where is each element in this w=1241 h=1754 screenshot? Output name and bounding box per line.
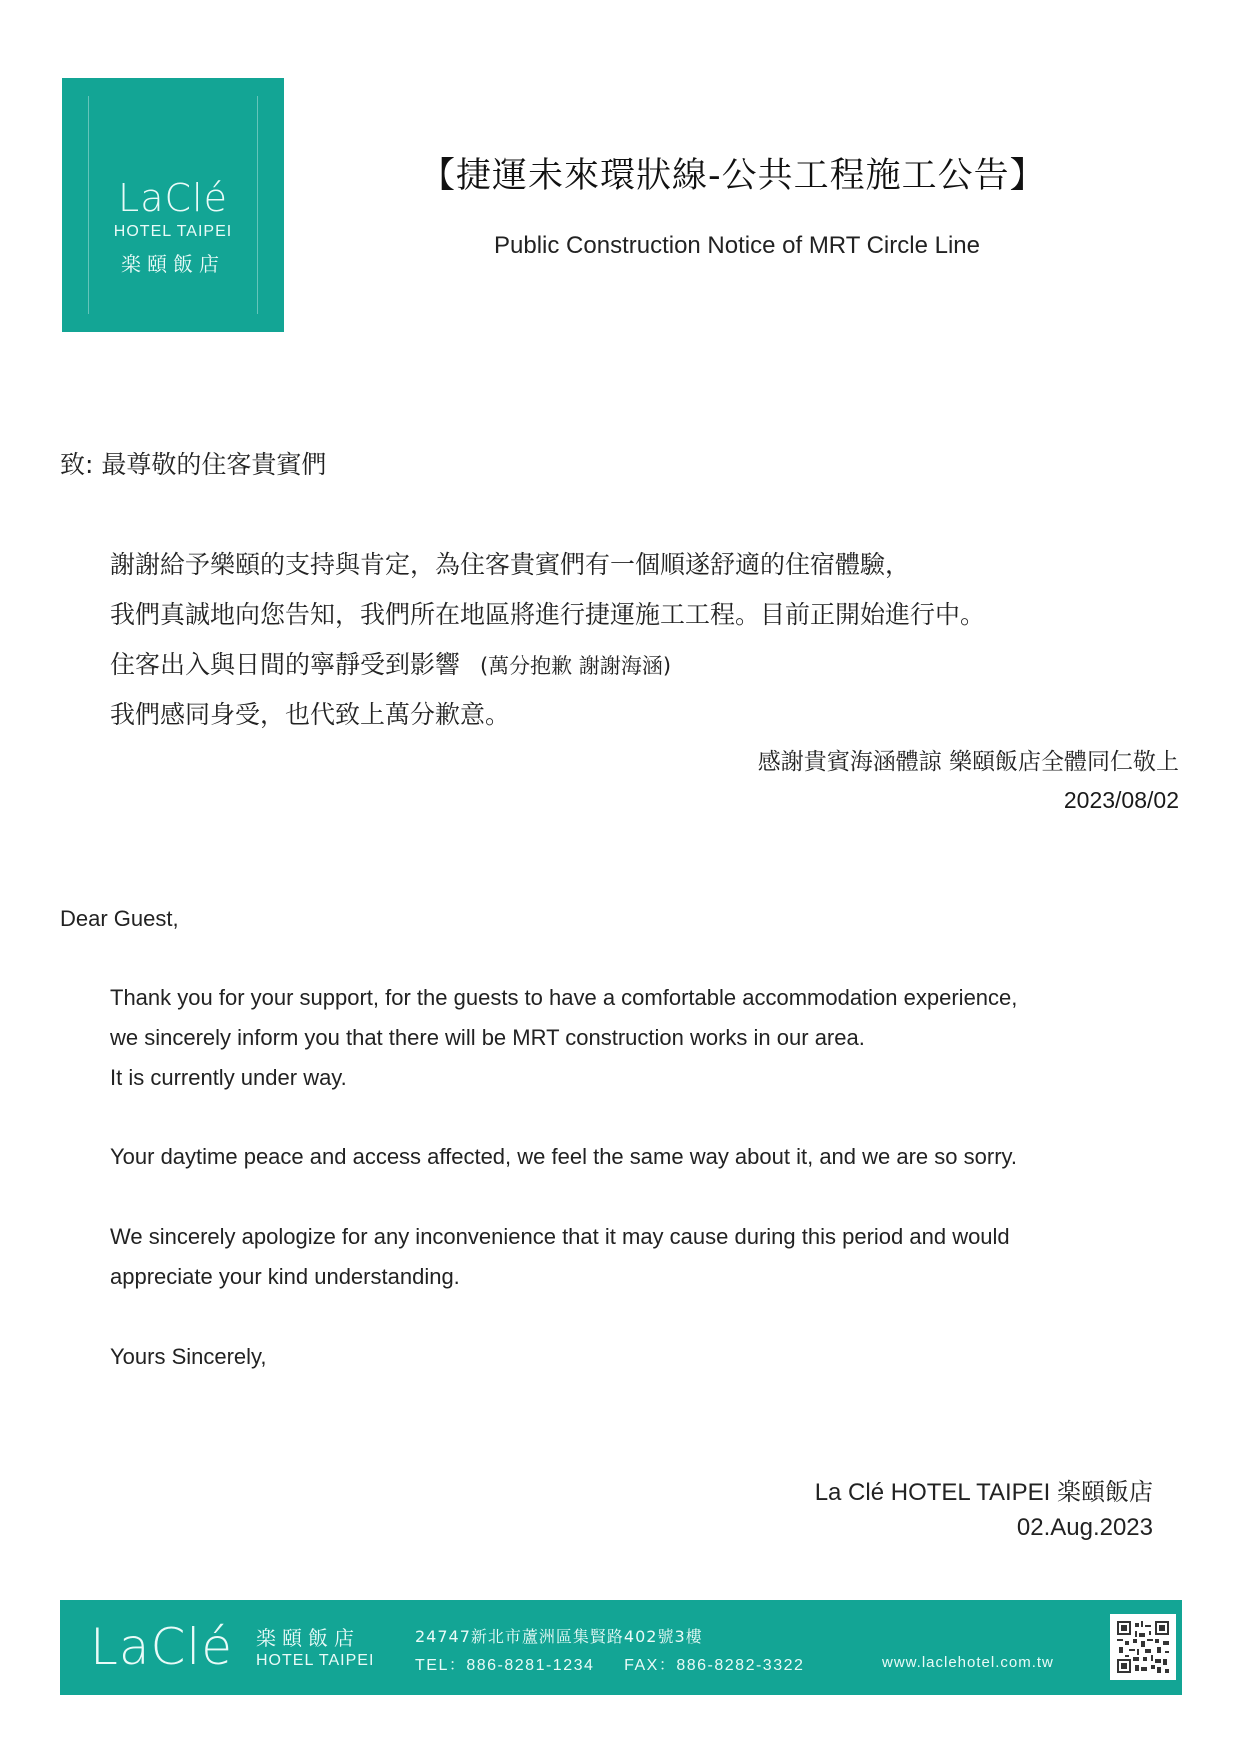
logo-brand: LaClé <box>118 176 228 220</box>
footer-tel-fax: TEL：886-8281-1234 FAX：886-8282-3322 <box>415 1657 805 1674</box>
english-para1-line1: Thank you for your support, for the guests to have a comfortable accommodation experience, <box>110 985 1018 1010</box>
english-para3-line1: We sincerely apologize for any inconvenience that it may cause during this period and would <box>110 1224 1010 1249</box>
chinese-line-2: 我們真誠地向您告知，我們所在地區將進行捷運施工工程。目前正開始進行中。 <box>110 600 986 629</box>
english-para1-line2: we sincerely inform you that there will be MRT construction works in our area. <box>110 1025 865 1050</box>
chinese-line-1: 謝謝給予樂頤的支持與肯定，為住客貴賓們有一個順遂舒適的住宿體驗， <box>110 550 911 579</box>
chinese-line-3-text: 住客出入與日間的寧靜受到影響 <box>110 650 461 679</box>
hotel-logo-stamp <box>62 78 284 332</box>
english-sign-off: Yours Sincerely, <box>110 1344 267 1369</box>
english-signature: La Clé HOTEL TAIPEI 楽頤飯店 <box>814 1479 1153 1506</box>
logo-subtitle: HOTEL TAIPEI <box>113 223 233 240</box>
english-para2: Your daytime peace and access affected, we feel the same way about it, and we are so sorry. <box>110 1144 1017 1169</box>
english-para1-line3: It is currently under way. <box>110 1065 347 1090</box>
english-date: 02.Aug.2023 <box>1016 1514 1153 1541</box>
footer-website[interactable]: www.laclehotel.com.tw <box>882 1654 1054 1671</box>
chinese-date: 2023/08/02 <box>1063 787 1179 813</box>
qr-code-icon[interactable] <box>1110 1614 1176 1680</box>
page-title-chinese: 【捷運未來環狀線-公共工程施工公告】 <box>420 156 1046 196</box>
footer-address: 24747新北市蘆洲區集賢路402號3樓 <box>415 1627 703 1646</box>
chinese-line-4: 我們感同身受，也代致上萬分歉意。 <box>110 700 511 729</box>
english-salutation: Dear Guest, <box>60 906 179 931</box>
footer-chinese-name: 楽頤飯店 <box>256 1626 360 1650</box>
footer-banner <box>60 1600 1182 1695</box>
chinese-salutation: 致: 最尊敬的住客貴賓們 <box>60 450 327 479</box>
footer-subtitle: HOTEL TAIPEI <box>256 1652 375 1669</box>
logo-chinese-name: 楽頤飯店 <box>121 252 225 276</box>
footer-brand: LaClé <box>90 1618 234 1676</box>
chinese-line-3 <box>110 645 671 681</box>
chinese-closing: 感謝貴賓海涵體諒 樂頤飯店全體同仁敬上 <box>757 749 1179 775</box>
chinese-line-3-note: (萬分抱歉 謝謝海涵) <box>479 654 672 678</box>
qr-code-graphic <box>1117 1621 1169 1673</box>
page-title-english: Public Construction Notice of MRT Circle Line <box>494 232 980 259</box>
english-para3-line2: appreciate your kind understanding. <box>110 1264 460 1289</box>
